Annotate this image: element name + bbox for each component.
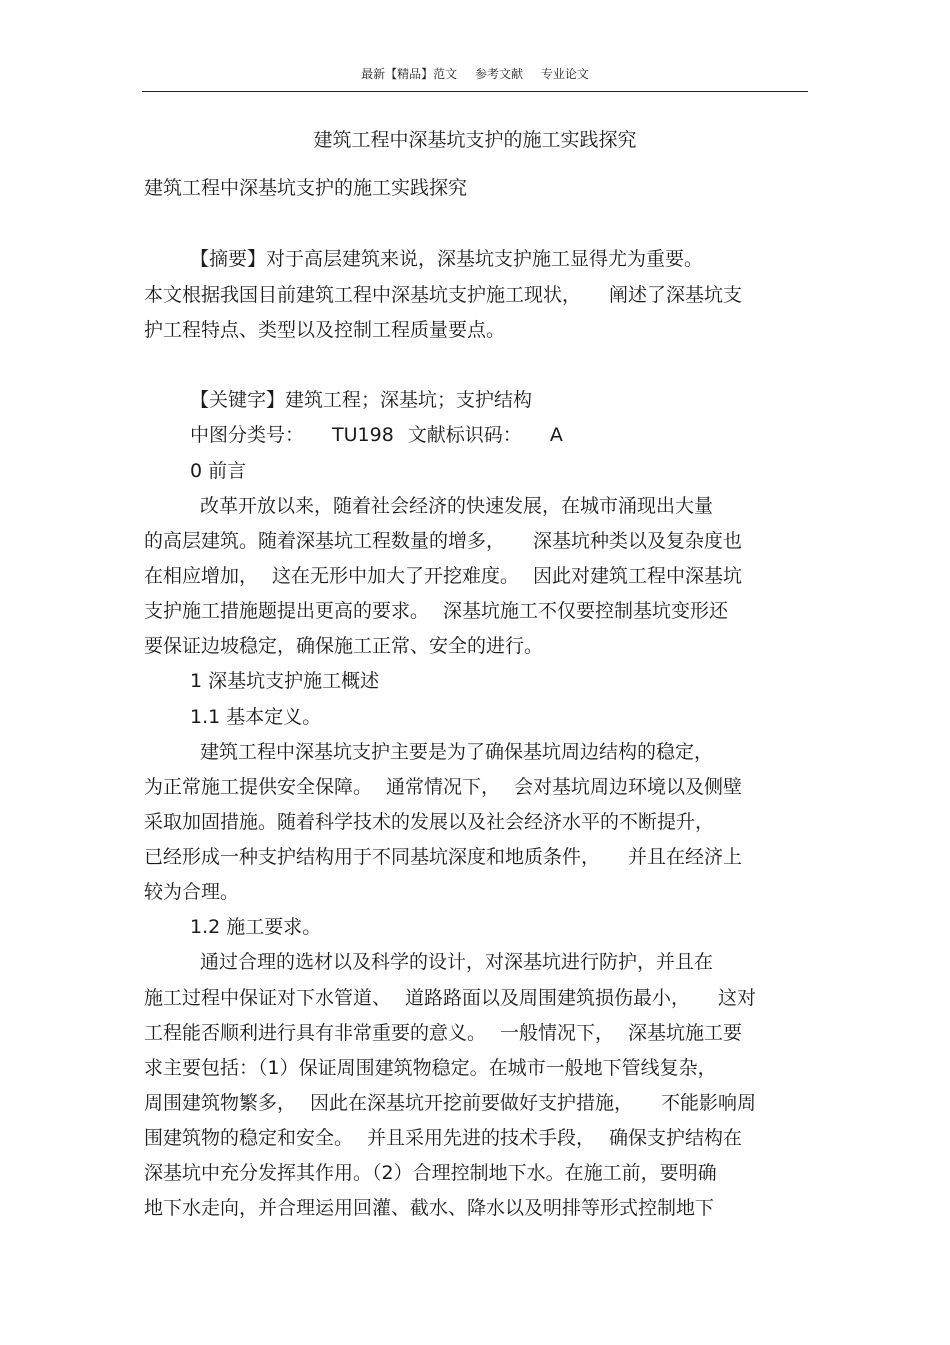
para-req-line-5: 周围建筑物繁多， 因此在深基坑开挖前要做好支护措施， 不能影响周 <box>144 1092 757 1114</box>
para-req-line-8: 地下水走向，并合理运用回灌、截水、降水以及明排等形式控制地下 <box>144 1197 715 1219</box>
section-heading-1-2: 1.2 施工要求。 <box>190 916 322 938</box>
para-def-line-1: 建筑工程中深基坑支护主要是为了确保基坑周边结构的稳定， <box>200 741 714 763</box>
para-intro-line-5: 要保证边坡稳定，确保施工正常、安全的进行。 <box>144 635 544 657</box>
para-def-line-2: 为正常施工提供安全保障。 通常情况下， 会对基坑周边环境以及侧壁 <box>144 776 743 798</box>
page-header <box>142 62 808 92</box>
header-item-lunwen: 专业论文 <box>540 67 589 81</box>
para-intro-line-4: 支护施工措施题提出更高的要求。 深基坑施工不仅要控制基坑变形还 <box>144 600 729 622</box>
subtitle: 建筑工程中深基坑支护的施工实践探究 <box>144 177 468 199</box>
para-def-line-3: 采取加固措施。随着科学技术的发展以及社会经济水平的不断提升， <box>144 811 715 833</box>
header-item-fanwen: 最新【精品】范文 <box>361 67 458 81</box>
para-req-line-7: 深基坑中充分发挥其作用。（2）合理控制地下水。在施工前，要明确 <box>144 1162 717 1184</box>
abstract-line-2: 本文根据我国目前建筑工程中深基坑支护施工现状， 阐述了深基坑支 <box>144 284 743 306</box>
para-req-line-3: 工程能否顺利进行具有非常重要的意义。 一般情况下， 深基坑施工要 <box>144 1022 743 1044</box>
header-item-cankao: 参考文献 <box>474 67 523 81</box>
section-heading-0: 0 前言 <box>190 460 247 482</box>
para-req-line-2: 施工过程中保证对下水管道、 道路路面以及周围建筑损伤最小， 这对 <box>144 987 757 1009</box>
para-def-line-5: 较为合理。 <box>144 881 240 903</box>
para-intro-line-1: 改革开放以来，随着社会经济的快速发展，在城市涌现出大量 <box>200 495 714 517</box>
abstract-line-1: 【摘要】对于高层建筑来说，深基坑支护施工显得尤为重要。 <box>190 248 704 270</box>
para-intro-line-2: 的高层建筑。随着深基坑工程数量的增多， 深基坑种类以及复杂度也 <box>144 530 743 552</box>
keywords: 【关键字】建筑工程；深基坑；支护结构 <box>190 389 533 411</box>
para-def-line-4: 已经形成一种支护结构用于不同基坑深度和地质条件， 并且在经济上 <box>144 846 743 868</box>
abstract-line-3: 护工程特点、类型以及控制工程质量要点。 <box>144 319 506 341</box>
document-title: 建筑工程中深基坑支护的施工实践探究 <box>313 129 637 151</box>
section-heading-1: 1 深基坑支护施工概述 <box>190 670 380 692</box>
para-req-line-4: 求主要包括：（1）保证周围建筑物稳定。在城市一般地下管线复杂， <box>144 1057 717 1079</box>
para-intro-line-3: 在相应增加， 这在无形中加大了开挖难度。 因此对建筑工程中深基坑 <box>144 565 743 587</box>
section-heading-1-1: 1.1 基本定义。 <box>190 706 322 728</box>
classification: 中图分类号： TU198 文献标识码： A <box>190 424 563 446</box>
para-req-line-6: 围建筑物的稳定和安全。 并且采用先进的技术手段， 确保支护结构在 <box>144 1127 743 1149</box>
para-req-line-1: 通过合理的选材以及科学的设计，对深基坑进行防护，并且在 <box>200 951 714 973</box>
